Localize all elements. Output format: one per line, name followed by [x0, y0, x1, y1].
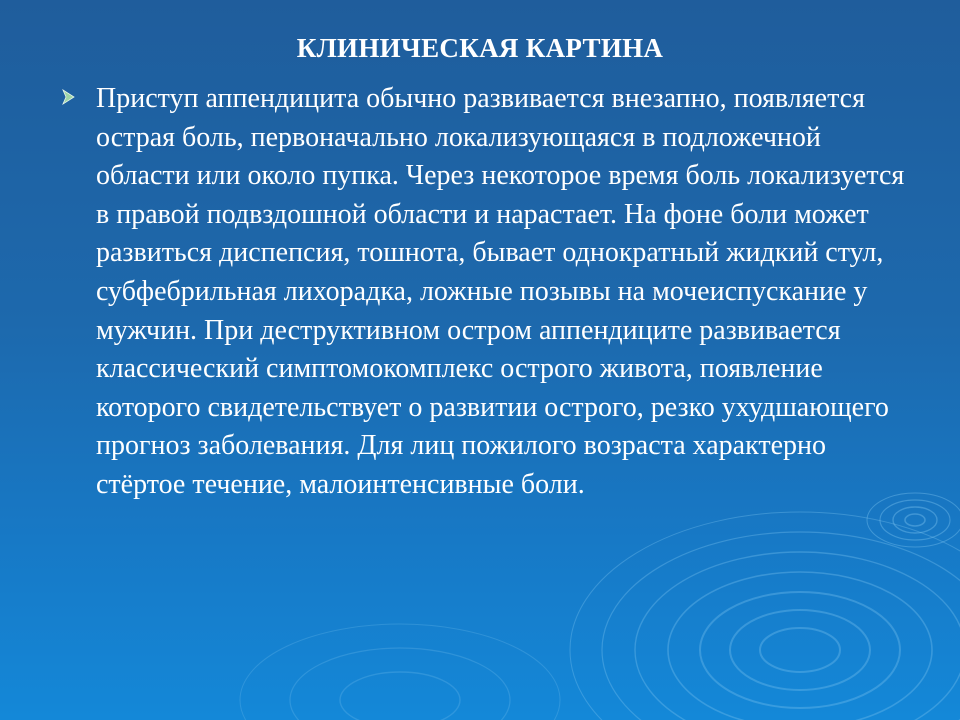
chevron-right-icon — [60, 88, 78, 106]
ripple-large — [570, 512, 960, 720]
ripple-left — [240, 624, 560, 720]
slide-title: КЛИНИЧЕСКАЯ КАРТИНА — [296, 33, 664, 63]
bullet-text: Приступ аппендицита обычно развивается внезапно, появляется острая боль, первоначально локализующаяся в подложечной области или около пупка. Через некоторое время боль локализуется в правой подвздошной области и нарастает. На фоне боли может развиться диспепсия, тошнота, бывает однократный жидкий стул, субфебрильная лихорадка, ложные позывы на мочеиспускание у мужчин. При деструктивном остром аппендиците развивается классический симптомокомплекс острого живота, появление которого свидетельствует о развитии острого, резко ухудшающего прогноз заболевания. Для лиц пожилого возраста характерно стёртое течение, малоинтенсивные боли. — [96, 83, 905, 500]
